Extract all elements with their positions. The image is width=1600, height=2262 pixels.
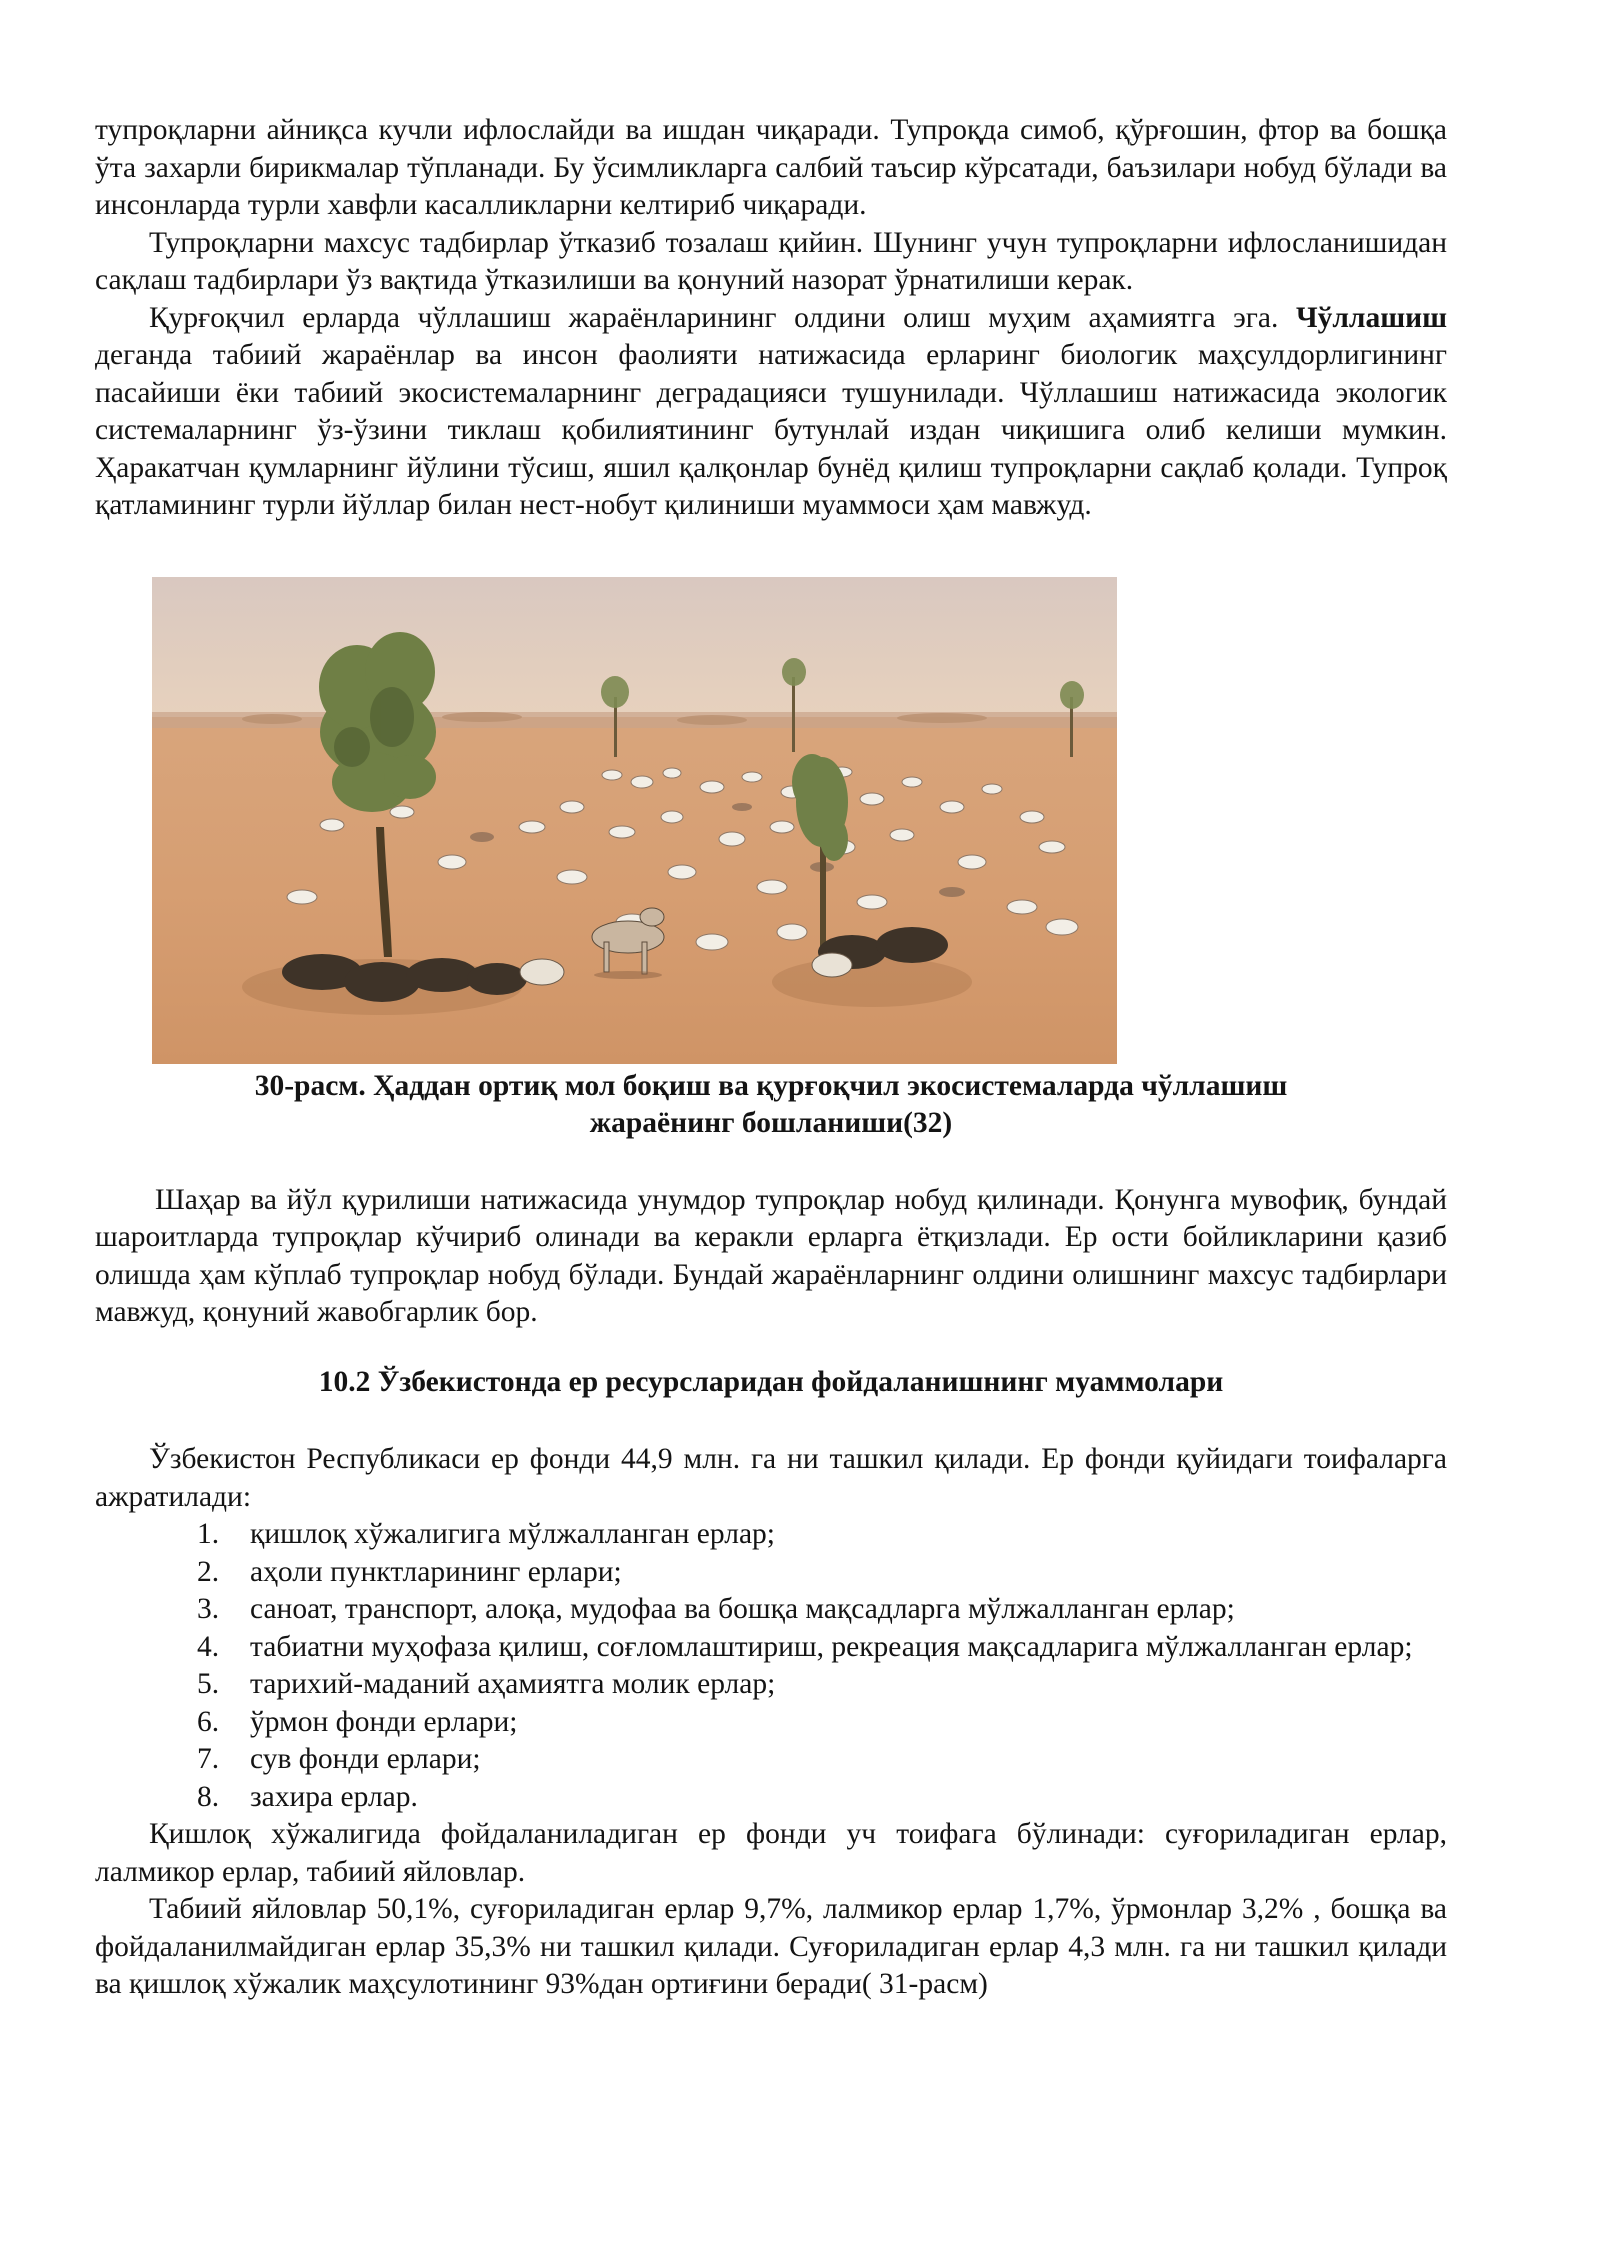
list-item-text: сув фонди ерлари; [250,1743,481,1775]
paragraph-agricultural-land: Қишлоқ хўжалигида фойдаланиладиган ер фонди уч тоифага бўлинади: суғориладиган ерлар, лалмикор ерлар, табиий яйловлар. [95,1818,1447,1888]
land-categories-list [95,1516,1447,1816]
figure-caption [95,1068,1447,1142]
list-item-number: 1. [197,1518,220,1550]
list-item-number: 7. [197,1743,220,1775]
list-item [95,1554,1447,1592]
list-item-text: тарихий-маданий аҳамиятга молик ерлар; [250,1668,776,1700]
list-item [95,1591,1447,1629]
document-page [95,112,1447,2004]
list-item-number: 8. [197,1780,220,1813]
paragraph-land-statistics: Табиий яйловлар 50,1%, суғориладиган ерлар 9,7%, лалмикор ерлар 1,7%, ўрмонлар 3,2% , бошқа ва фойдаланилмайдиган ерлар 35,3% ни ташкил қилади. Суғориладиган ерлар 4,3 млн. га ни ташкил қилади ва қишлоқ хўжалик маҳсулотининг 93%дан ортиғини беради( 31-расм) [95,1893,1447,2000]
list-item-text: табиатни муҳофаза қилиш, соғломлаштириш, рекреация мақсадларига мўлжалланган ерлар; [250,1630,1413,1663]
paragraph-desertification [95,300,1447,525]
list-item-text: аҳоли пунктларининг ерлари; [250,1555,622,1588]
list-item [95,1516,1447,1554]
list-item-text: қишлоқ хўжалигига мўлжалланган ерлар; [250,1518,775,1550]
figure-desert-grazing-photo [152,577,1117,1064]
list-item [95,1779,1447,1817]
list-item-number: 3. [197,1593,220,1625]
list-item-number: 4. [197,1630,220,1663]
figure-caption-line2: жараёнинг бошланиши(32) [589,1106,953,1139]
paragraph-desertification-rest: деганда табиий жараёнлар ва инсон фаолияти натижасида ерларинг биологик маҳсулдорлигининг пасайиши ёки табиий экосистемаларнинг деградацияси тушунилади. Чўллашиш натижасида экологик системаларнинг ўз-ўзини тиклаш қобилиятининг бутунлай издан чиқишига олиб келиши мумкин. Ҳаракатчан қумларнинг йўлини тўсиш, яшил қалқонлар бунёд қилиш тупроқларни сақлаб қолади. Тупроқ қатламининг турли йўллар билан нест-нобут қилиниши муаммоси ҳам мавжуд. [95,339,1447,521]
paragraph-desertification-lead: Қурғоқчил ерларда чўллашиш жараёнларининг олдини олиш муҳим аҳамиятга эга. [149,301,1296,334]
list-item [95,1704,1447,1742]
list-item [95,1741,1447,1779]
figure-caption-line1: 30-расм. Ҳаддан ортиқ мол боқиш ва қурғоқчил экосистемаларда чўллашиш [254,1069,1288,1102]
list-item-text: саноат, транспорт, алоқа, мудофаа ва бошқа мақсадларга мўлжалланган ерлар; [250,1593,1235,1625]
list-item-text: захира ерлар. [250,1780,418,1813]
paragraph-soil-pollution: тупроқларни айниқса кучли ифлослайди ва ишдан чиқаради. Тупроқда симоб, қўрғошин, фтор ва бошқа ўта захарли бирикмалар тўпланади. Бу ўсимликларга салбий таъсир кўрсатади, баъзилари нобуд бўлади ва инсонларда турли хавфли касалликларни келтириб чиқаради. [95,114,1447,221]
list-item [95,1629,1447,1667]
paragraph-soil-protection: Тупроқларни махсус тадбирлар ўтказиб тозалаш қийин. Шунинг учун тупроқларни ифлосланишидан сақлаш тадбирлари ўз вақтида ўтказилиши ва қонуний назорат ўрнатилиши керак. [95,226,1447,296]
list-item-number: 5. [197,1668,220,1700]
list-item-text: ўрмон фонди ерлари; [250,1705,518,1738]
list-item-number: 2. [197,1555,220,1588]
list-item-number: 6. [197,1705,220,1738]
term-desertification: Чўллашиш [1295,301,1447,334]
paragraph-land-fund: Ўзбекистон Республикаси ер фонди 44,9 млн. га ни ташкил қилади. Ер фонди қуйидаги тоифаларга ажратилади: [95,1443,1447,1513]
list-item [95,1666,1447,1704]
paragraph-construction: Шаҳар ва йўл қурилиши натижасида унумдор тупроқлар нобуд қилинади. Қонунга мувофиқ, бундай шароитларда тупроқлар кўчириб олинади ва керакли ерларга ётқизлади. Ер ости бойликларини қазиб олишда ҳам кўплаб тупроқлар нобуд бўлади. Бундай жараёнларнинг олдини олишнинг махсус тадбирлари мавжуд, қонуний жавобгарлик бор. [95,1183,1447,1328]
section-heading: 10.2 Ўзбекистонда ер ресурсларидан фойдаланишнинг муаммолари [318,1365,1224,1398]
